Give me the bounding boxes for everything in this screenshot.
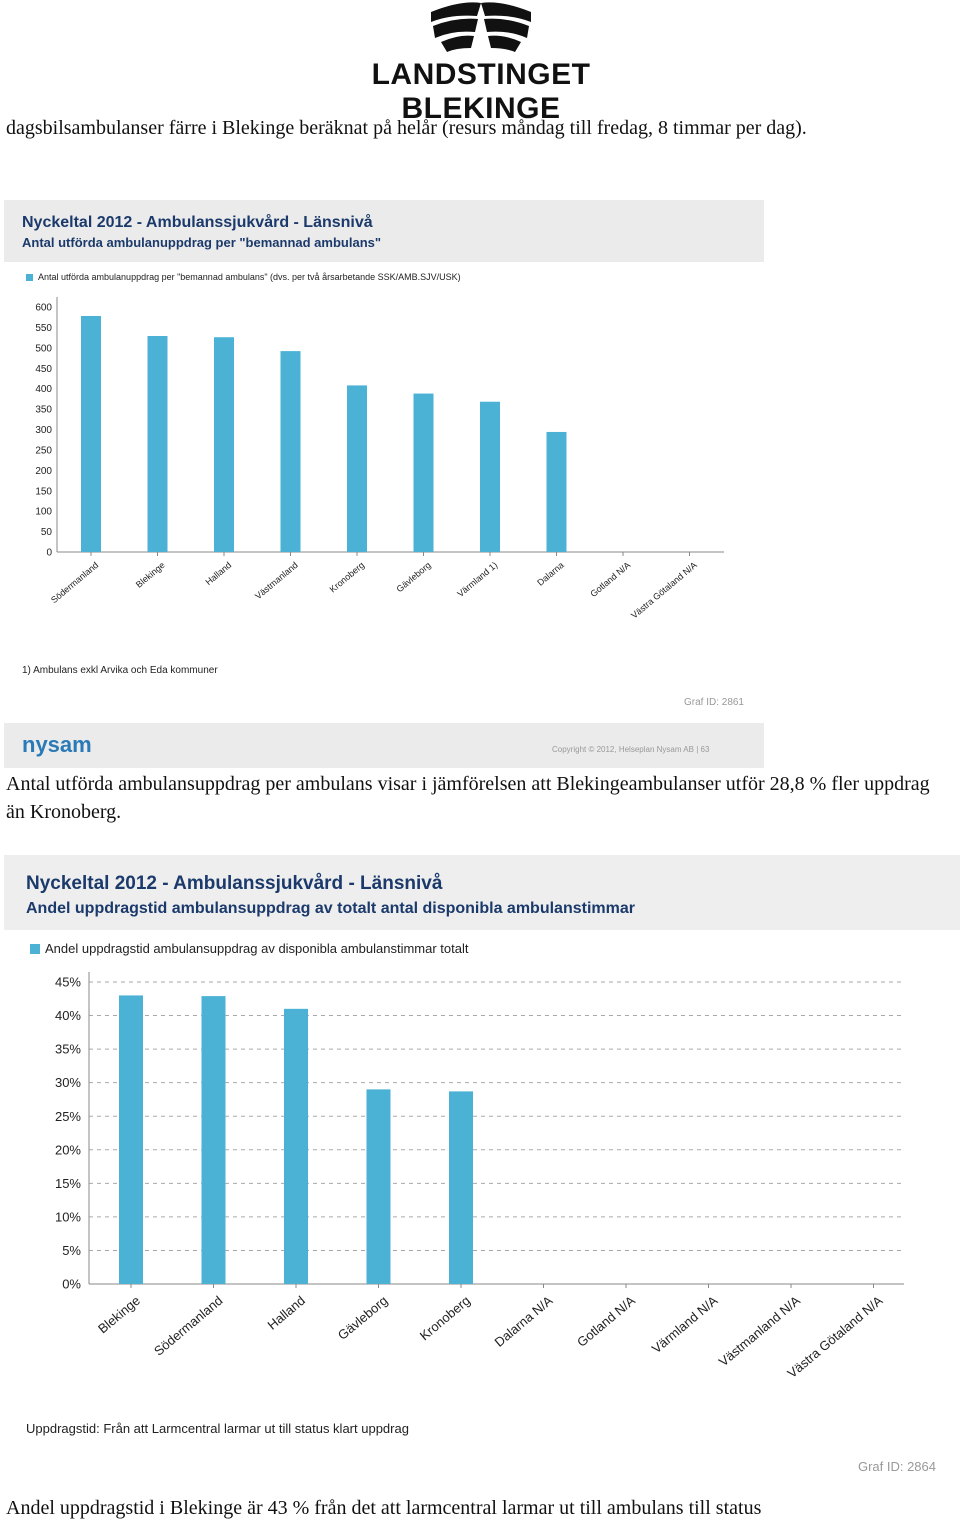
legend-label: Andel uppdragstid ambulansuppdrag av disponibla ambulanstimmar totalt bbox=[45, 941, 469, 956]
x-category-label: Gotland N/A bbox=[588, 559, 633, 600]
y-tick-label: 100 bbox=[35, 506, 52, 518]
x-category-label: Blekinge bbox=[133, 559, 167, 590]
bar bbox=[202, 996, 226, 1284]
x-category-label: Västmanland bbox=[253, 559, 300, 602]
ship-emblem-icon bbox=[300, 0, 662, 60]
bar bbox=[449, 1091, 473, 1284]
paragraph-3: Andel uppdragstid i Blekinge är 43 % från det att larmcentral larmar ut till ambulans till status bbox=[6, 1497, 762, 1519]
bar bbox=[480, 402, 500, 552]
bar bbox=[148, 336, 168, 552]
y-tick-label: 600 bbox=[35, 302, 52, 314]
y-tick-label: 350 bbox=[35, 404, 52, 416]
chart-footnote: 1) Ambulans exkl Arvika och Eda kommuner bbox=[22, 665, 218, 676]
y-tick-label: 10% bbox=[54, 1209, 81, 1225]
x-category-label: Kronoberg bbox=[416, 1292, 473, 1344]
y-tick-label: 0% bbox=[62, 1276, 81, 1292]
copyright-text: Copyright © 2012, Helseplan Nysam AB | 63 bbox=[552, 745, 710, 754]
bar bbox=[347, 385, 367, 552]
x-category-label: Värmland N/A bbox=[648, 1292, 721, 1357]
chart-title: Nyckeltal 2012 - Ambulanssjukvård - Länsnivå bbox=[22, 214, 373, 231]
y-tick-label: 500 bbox=[35, 343, 52, 355]
x-category-label: Västra Götaland N/A bbox=[784, 1292, 886, 1381]
y-tick-label: 15% bbox=[54, 1175, 81, 1191]
y-tick-label: 250 bbox=[35, 445, 52, 457]
y-tick-label: 450 bbox=[35, 363, 52, 375]
y-tick-label: 550 bbox=[35, 322, 52, 334]
y-tick-label: 35% bbox=[54, 1041, 81, 1057]
bar bbox=[414, 394, 434, 552]
x-category-label: Halland bbox=[264, 1292, 308, 1333]
chart-ambulance-missions bbox=[4, 200, 764, 768]
graf-id: Graf ID: 2864 bbox=[857, 1459, 936, 1474]
chart-plot bbox=[4, 200, 764, 768]
bar bbox=[547, 432, 567, 552]
y-tick-label: 400 bbox=[35, 384, 52, 396]
y-tick-label: 45% bbox=[54, 974, 81, 990]
x-category-label: Dalarna N/A bbox=[491, 1292, 556, 1350]
nysam-logo: nysam bbox=[22, 732, 92, 757]
bar bbox=[367, 1089, 391, 1284]
y-tick-label: 200 bbox=[35, 465, 52, 477]
chart-footnote: Uppdragstid: Från att Larmcentral larmar ut till status klart uppdrag bbox=[26, 1421, 409, 1436]
paragraph-1: dagsbilsambulanser färre i Blekinge beräknat på helår (resurs måndag till fredag, 8 timmar per dag). bbox=[6, 117, 807, 139]
chart-title: Nyckeltal 2012 - Ambulanssjukvård - Länsnivå bbox=[26, 873, 443, 894]
x-category-label: Södermanland bbox=[49, 559, 101, 606]
legend-swatch bbox=[26, 274, 33, 281]
y-tick-label: 0 bbox=[46, 547, 52, 559]
x-category-label: Västra Götaland N/A bbox=[629, 559, 699, 621]
x-category-label: Värmland 1) bbox=[455, 559, 500, 600]
bar bbox=[281, 351, 301, 552]
x-category-label: Gävleborg bbox=[334, 1292, 391, 1343]
y-tick-label: 20% bbox=[54, 1142, 81, 1158]
y-tick-label: 150 bbox=[35, 486, 52, 498]
chart-plot bbox=[4, 855, 960, 1485]
bar bbox=[214, 337, 234, 552]
bar bbox=[284, 1009, 308, 1284]
bar bbox=[81, 316, 101, 552]
chart-subtitle: Antal utförda ambulanuppdrag per "bemannad ambulans" bbox=[22, 235, 382, 250]
bar bbox=[119, 995, 143, 1284]
x-category-label: Kronoberg bbox=[327, 559, 367, 595]
x-category-label: Blekinge bbox=[95, 1292, 143, 1337]
chart-mission-time-share bbox=[4, 855, 960, 1485]
landstinget-logo bbox=[300, 0, 670, 125]
y-tick-label: 5% bbox=[62, 1242, 81, 1258]
chart-subtitle: Andel uppdragstid ambulansuppdrag av totalt antal disponibla ambulanstimmar bbox=[26, 900, 635, 917]
y-tick-label: 300 bbox=[35, 425, 52, 436]
x-category-label: Dalarna bbox=[535, 559, 566, 588]
y-tick-label: 40% bbox=[54, 1008, 81, 1024]
paragraph-2: Antal utförda ambulansuppdrag per ambulans visar i jämförelsen att Blekingeambulanser utför 28,8 % fler uppdrag än Kronoberg. bbox=[6, 773, 930, 823]
x-category-label: Södermanland bbox=[151, 1292, 226, 1359]
y-tick-label: 50 bbox=[40, 527, 52, 539]
x-category-label: Halland bbox=[203, 559, 234, 588]
y-tick-label: 30% bbox=[54, 1075, 81, 1091]
legend-swatch bbox=[30, 944, 40, 954]
logo-text: LANDSTINGET BLEKINGE bbox=[371, 58, 591, 125]
x-category-label: Gävleborg bbox=[394, 559, 433, 595]
x-category-label: Västmanland N/A bbox=[715, 1292, 803, 1370]
graf-id: Graf ID: 2861 bbox=[683, 697, 744, 708]
legend-label: Antal utförda ambulanuppdrag per "bemannad ambulans" (dvs. per två årsarbetande SSK/AMB.SJV/USK) bbox=[38, 272, 461, 282]
x-category-label: Gotland N/A bbox=[574, 1292, 638, 1350]
y-tick-label: 25% bbox=[54, 1108, 81, 1124]
